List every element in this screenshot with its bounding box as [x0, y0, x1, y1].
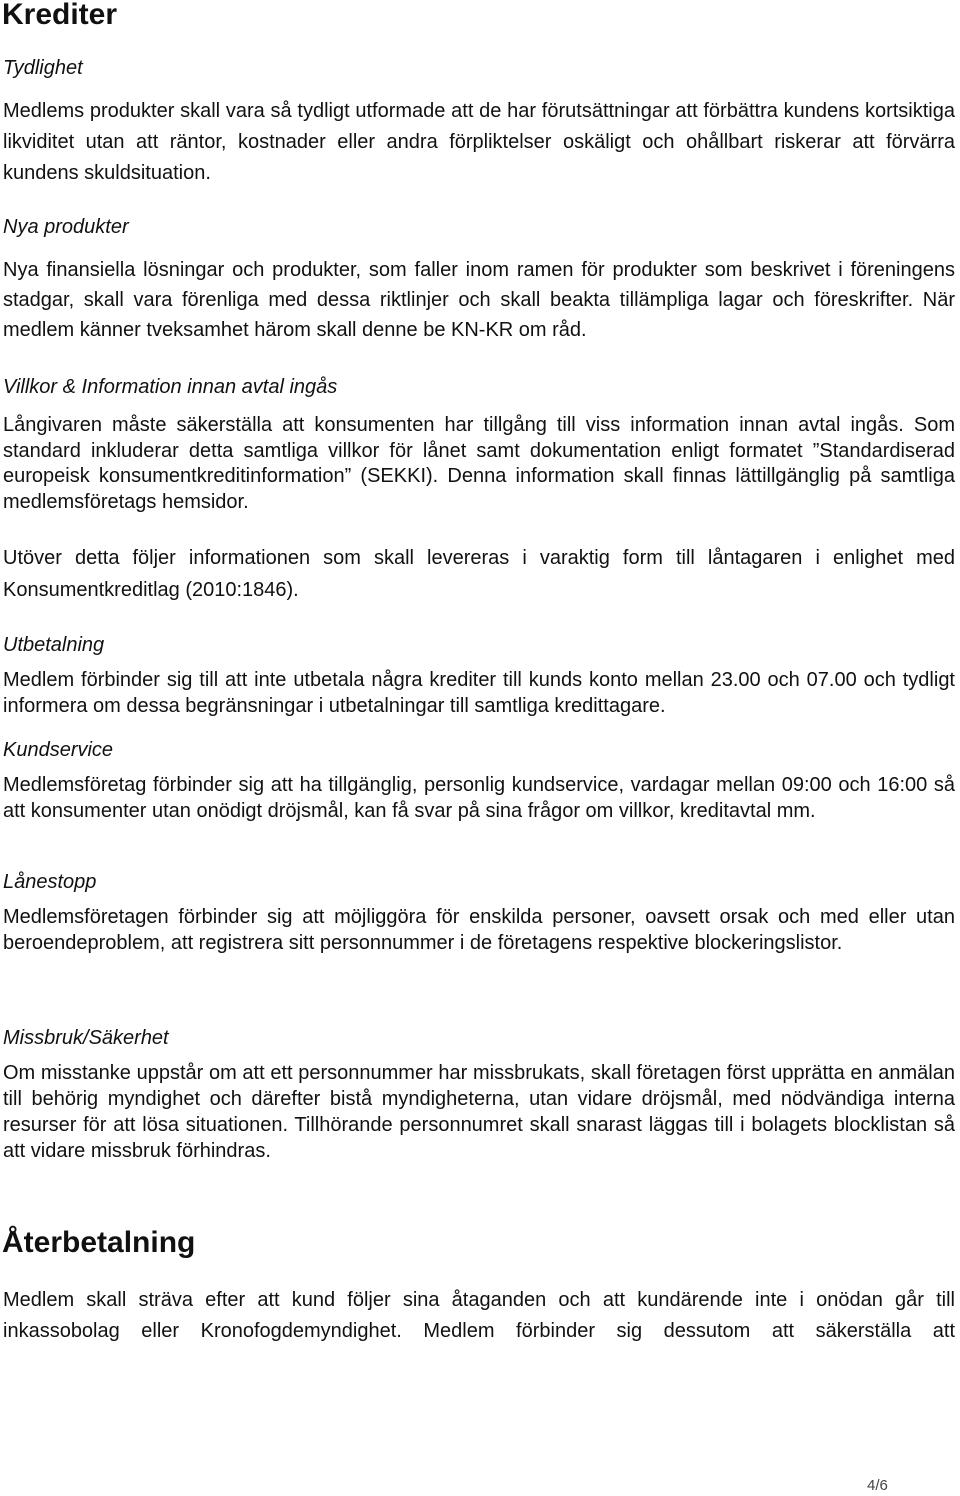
section-heading-nya-produkter: Nya produkter [3, 216, 129, 238]
paragraph-lanestopp: Medlemsföretagen förbinder sig att möjliggöra för enskilda personer, oavsett orsak och med eller utan beroendeproblem, att registrera sitt personnummer i de företagens respektive blockeringslistor. [3, 906, 955, 954]
section-heading-missbruk: Missbruk/Säkerhet [3, 1027, 169, 1049]
section-title-aterbetalning: Återbetalning [2, 1226, 196, 1259]
paragraph-villkor-lag: Utöver detta följer informationen som skall levereras i varaktig form till låntagaren i enlighet med Konsumentkreditlag (2010:1846). [3, 547, 955, 601]
section-heading-lanestopp: Lånestopp [3, 871, 97, 893]
page-number: 4/6 [867, 1477, 888, 1494]
paragraph-nya-produkter: Nya finansiella lösningar och produkter, som faller inom ramen för produkter som beskrivet i föreningens stadgar, skall vara förenliga med dessa riktlinjer och skall beakta tillämpliga lagar och föreskrifter. När medlem känner tveksamhet härom skall denne be KN-KR om råd. [3, 259, 955, 341]
paragraph-missbruk: Om misstanke uppstår om att ett personnummer har missbrukats, skall företagen först upprätta en anmälan till behörig myndighet och därefter bistå myndigheterna, utan vidare dröjsmål, med nödvändiga interna resurser för att lösa situationen. Tillhörande personnumret skall snarast läggas till i bolagets blocklistan så att vidare missbruk förhindras. [3, 1062, 955, 1162]
section-heading-tydlighet: Tydlighet [3, 57, 83, 79]
section-heading-utbetalning: Utbetalning [3, 634, 105, 656]
page-title: Krediter [2, 0, 118, 31]
section-heading-kundservice: Kundservice [3, 739, 114, 761]
paragraph-tydlighet: Medlems produkter skall vara så tydligt utformade att de har förutsättningar att förbättra kundens kortsiktiga likviditet utan att räntor, kostnader eller andra förpliktelser oskäligt och ohållbart riskerar att förvärra kundens skuldsituation. [3, 100, 955, 184]
paragraph-utbetalning: Medlem förbinder sig till att inte utbetala några krediter till kunds konto mellan 23.00 och 07.00 och tydligt informera om dessa begränsningar i utbetalningar till samtliga kredittagare. [3, 669, 955, 717]
paragraph-aterbetalning: Medlem skall sträva efter att kund följer sina åtaganden och att kundärende inte i onödan går till inkassobolag eller Kronofogdemyndighet. Medlem förbinder sig dessutom att säkerställa att [3, 1289, 955, 1342]
section-heading-villkor: Villkor & Information innan avtal ingås [3, 376, 338, 398]
paragraph-villkor: Långivaren måste säkerställa att konsumenten har tillgång till viss information innan avtal ingås. Som standard inkluderar detta samtliga villkor för lånet samt dokumentation enligt formatet ”Standardiserad europeisk konsumentkreditinformation” (SEKKI). Denna information skall finnas lättillgänglig på samtliga medlemsföretags hemsidor. [3, 414, 955, 513]
paragraph-kundservice: Medlemsföretag förbinder sig att ha tillgänglig, personlig kundservice, vardagar mellan 09:00 och 16:00 så att konsumenter utan onödigt dröjsmål, kan få svar på sina frågor om villkor, kreditavtal mm. [3, 774, 955, 822]
